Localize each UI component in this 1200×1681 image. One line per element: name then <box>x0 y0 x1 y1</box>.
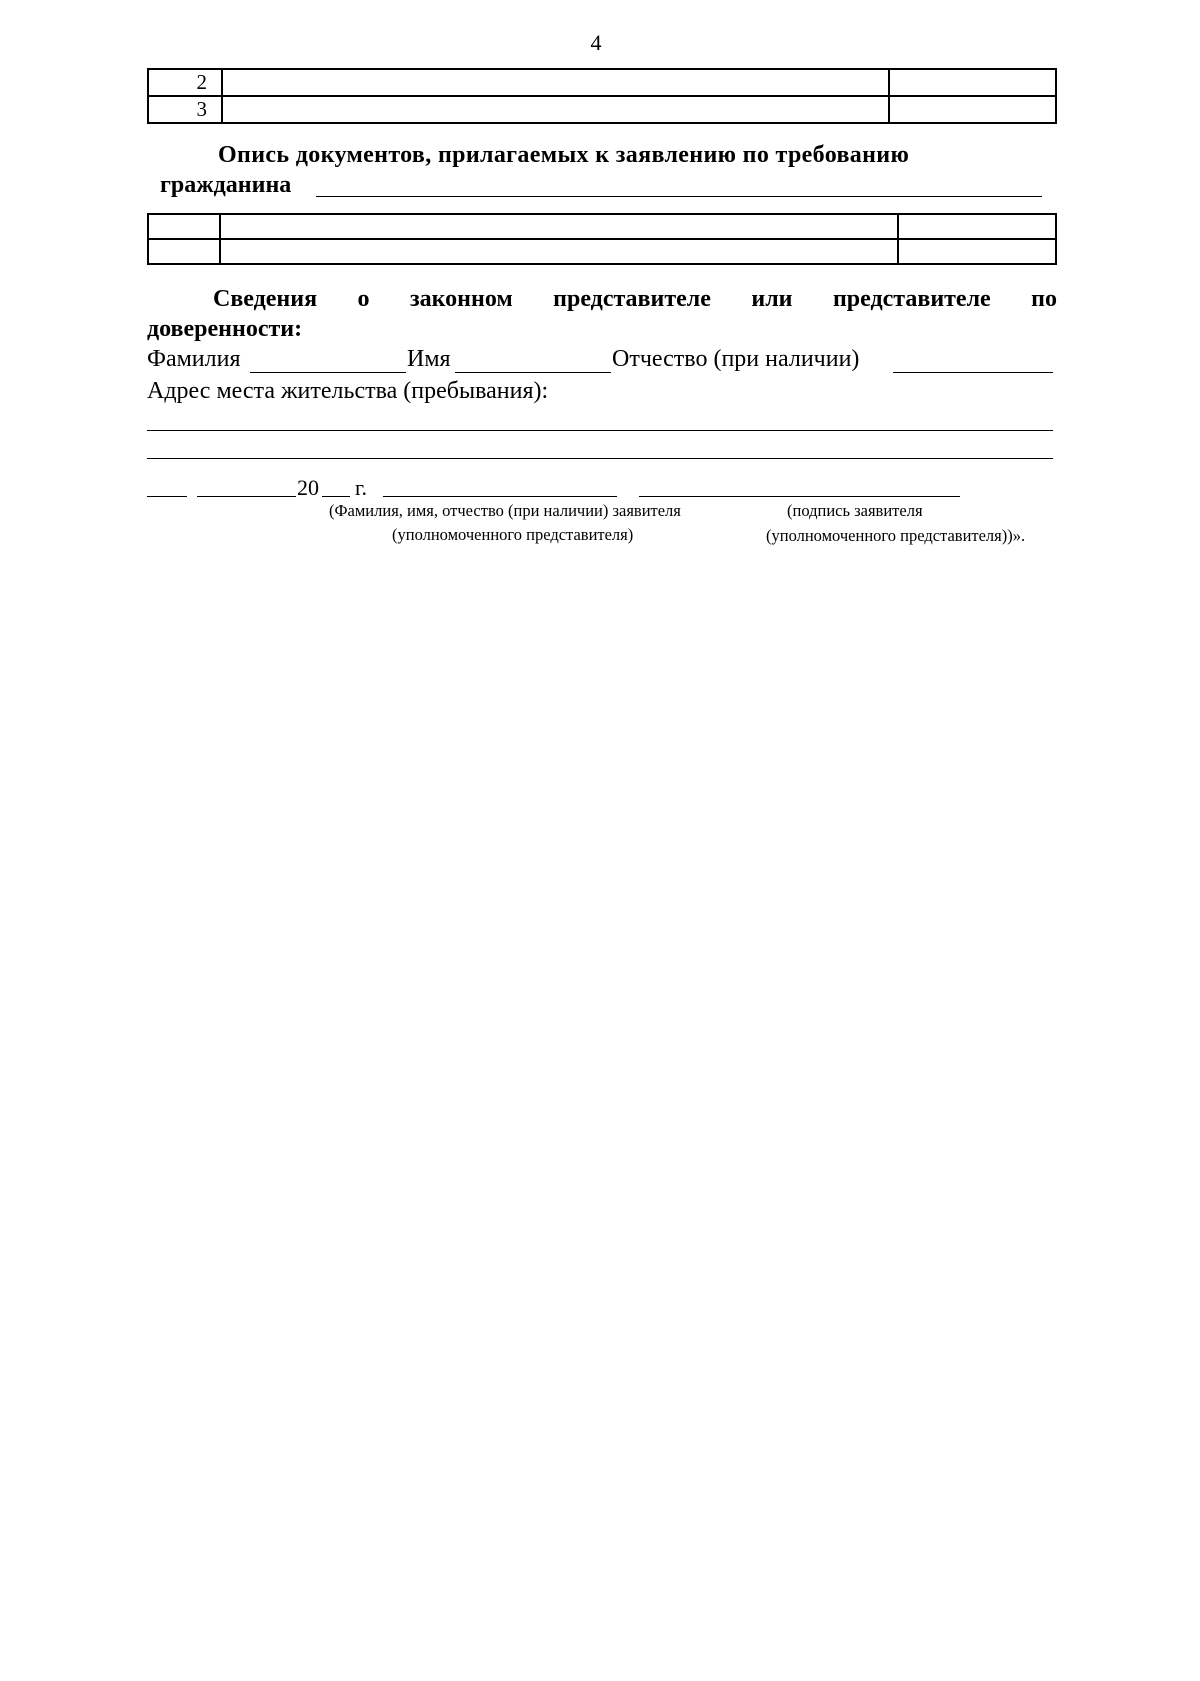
surname-blank[interactable] <box>250 372 406 373</box>
address-blank-1[interactable] <box>147 430 1053 431</box>
fio-caption-cont: (уполномоченного представителя) <box>392 525 634 544</box>
row-number: 2 <box>148 69 222 96</box>
table-cell[interactable] <box>148 214 220 239</box>
month-blank[interactable] <box>197 496 296 497</box>
year-blank[interactable] <box>322 496 350 497</box>
signature-blank[interactable] <box>639 496 960 497</box>
table-cell[interactable] <box>222 96 889 123</box>
table-row <box>148 96 1056 123</box>
citizen-name-blank[interactable] <box>316 196 1042 197</box>
address-label: Адрес места жительства (пребывания): <box>147 378 549 404</box>
table-cell[interactable] <box>148 239 220 264</box>
inventory-table <box>147 213 1057 265</box>
inventory-heading-citizen: гражданина <box>160 172 292 198</box>
fio-blank[interactable] <box>383 496 617 497</box>
table-cell[interactable] <box>898 214 1056 239</box>
table-row <box>148 69 1056 96</box>
representative-heading-cont: доверенности: <box>147 316 303 342</box>
page-number: 4 <box>590 30 602 55</box>
table-cell[interactable] <box>220 214 898 239</box>
inventory-heading: Опись документов, прилагаемых к заявлению по требованию <box>218 142 910 168</box>
table-cell[interactable] <box>898 239 1056 264</box>
surname-label: Фамилия <box>147 346 241 372</box>
name-label: Имя <box>407 346 451 372</box>
name-blank[interactable] <box>455 372 611 373</box>
table-cell[interactable] <box>889 69 1056 96</box>
documents-table-continued <box>147 68 1057 124</box>
table-cell[interactable] <box>222 69 889 96</box>
day-blank[interactable] <box>147 496 187 497</box>
table-row <box>148 214 1056 239</box>
representative-heading: Сведения о законном представителе или представителе по <box>213 286 1057 312</box>
table-row <box>148 239 1056 264</box>
year-suffix: г. <box>355 475 368 500</box>
year-prefix: 20 <box>297 475 319 500</box>
table-cell[interactable] <box>220 239 898 264</box>
fio-caption: (Фамилия, имя, отчество (при наличии) заявителя <box>329 501 681 520</box>
patronymic-label: Отчество (при наличии) <box>612 346 860 372</box>
signature-caption-cont: (уполномоченного представителя))». <box>766 526 1026 545</box>
table-cell[interactable] <box>889 96 1056 123</box>
address-blank-2[interactable] <box>147 458 1053 459</box>
patronymic-blank[interactable] <box>893 372 1053 373</box>
row-number: 3 <box>148 96 222 123</box>
signature-caption: (подпись заявителя <box>787 501 923 520</box>
